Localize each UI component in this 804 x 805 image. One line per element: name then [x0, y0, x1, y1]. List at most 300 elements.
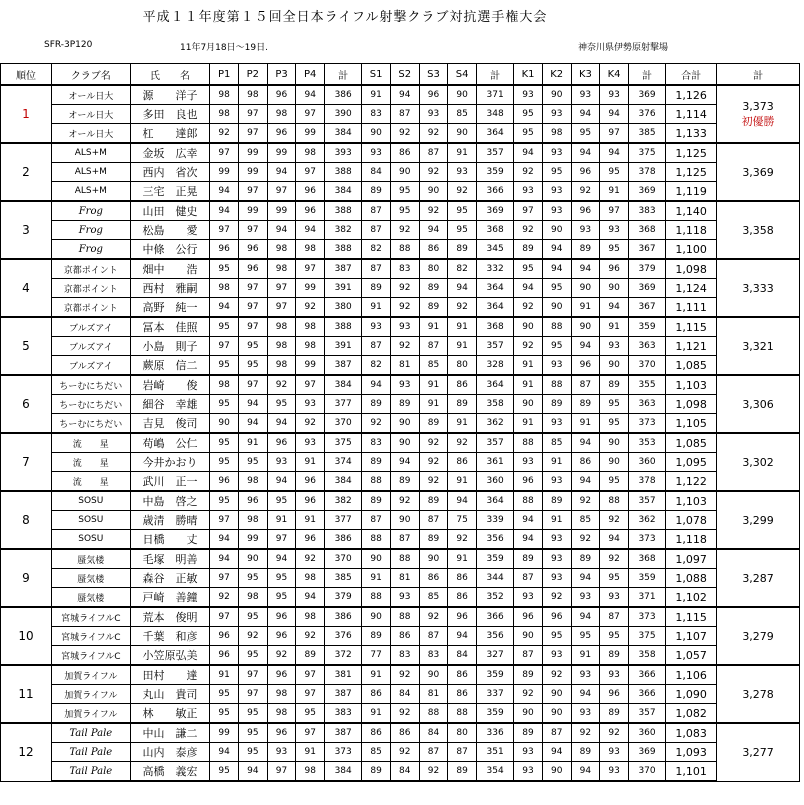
score-cell: 364 [477, 124, 514, 144]
score-cell: 93 [542, 549, 571, 569]
score-cell: 93 [514, 588, 543, 608]
shooter-name-cell: 丸山 貴司 [130, 685, 210, 704]
score-cell: 93 [362, 143, 391, 163]
score-cell: 378 [628, 163, 665, 182]
score-cell: 357 [477, 143, 514, 163]
score-cell: 91 [296, 453, 325, 472]
score-cell: 92 [448, 530, 477, 550]
score-cell: 1,125 [666, 163, 717, 182]
table-row [1, 472, 800, 492]
score-cell: 90 [419, 182, 448, 202]
score-cell: 1,140 [666, 201, 717, 221]
score-cell: 361 [477, 453, 514, 472]
club-name-cell: 宮城ライフルC [52, 646, 131, 666]
score-cell: 92 [419, 163, 448, 182]
score-cell: 96 [296, 491, 325, 511]
score-cell: 354 [477, 762, 514, 782]
rank-cell: 10 [1, 607, 52, 665]
score-cell: 328 [477, 356, 514, 376]
score-cell: 93 [600, 665, 629, 685]
score-cell: 357 [477, 337, 514, 356]
score-cell: 356 [477, 627, 514, 646]
score-cell: 1,103 [666, 375, 717, 395]
score-cell: 94 [210, 530, 239, 550]
score-cell: 359 [477, 665, 514, 685]
table-row [1, 105, 800, 124]
score-cell: 95 [239, 723, 268, 743]
shooter-name-cell: 松島 愛 [130, 221, 210, 240]
score-cell: 98 [296, 337, 325, 356]
score-cell: 96 [600, 259, 629, 279]
score-cell: 383 [325, 704, 362, 724]
score-cell: 85 [571, 511, 600, 530]
score-cell: 386 [325, 85, 362, 105]
score-cell: 95 [571, 627, 600, 646]
score-cell: 94 [296, 588, 325, 608]
score-cell: 383 [628, 201, 665, 221]
score-cell: 95 [210, 317, 239, 337]
table-row [1, 201, 800, 221]
score-cell: 90 [362, 124, 391, 144]
column-header: K4 [600, 64, 629, 86]
score-cell: 92 [514, 337, 543, 356]
score-cell: 96 [571, 163, 600, 182]
score-cell: 91 [448, 337, 477, 356]
score-cell: 362 [628, 511, 665, 530]
table-row [1, 491, 800, 511]
score-cell: 99 [239, 201, 268, 221]
score-cell: 96 [267, 85, 296, 105]
column-header: 合計 [666, 64, 717, 86]
score-cell: 99 [239, 163, 268, 182]
club-name-cell: ALS+M [52, 163, 131, 182]
score-cell: 90 [542, 221, 571, 240]
score-cell: 1,088 [666, 569, 717, 588]
score-cell: 91 [362, 569, 391, 588]
score-cell: 91 [448, 472, 477, 492]
team-total: 3,373 [742, 99, 774, 113]
score-cell: 382 [325, 491, 362, 511]
score-cell: 93 [542, 569, 571, 588]
score-cell: 390 [325, 105, 362, 124]
score-cell: 377 [325, 511, 362, 530]
club-name-cell: 宮城ライフルC [52, 607, 131, 627]
shooter-name-cell: 中條 公行 [130, 240, 210, 260]
shooter-name-cell: 畑中 浩 [130, 259, 210, 279]
club-name-cell: SOSU [52, 511, 131, 530]
score-cell: 95 [267, 588, 296, 608]
event-code: SFR-3P120 [44, 40, 93, 50]
score-cell: 90 [362, 549, 391, 569]
score-cell: 337 [477, 685, 514, 704]
team-total-cell [717, 259, 800, 317]
team-total: 3,278 [742, 687, 774, 701]
score-cell: 95 [542, 337, 571, 356]
score-cell: 99 [239, 143, 268, 163]
score-cell: 1,126 [666, 85, 717, 105]
table-row [1, 704, 800, 724]
score-cell: 85 [362, 743, 391, 762]
score-cell: 1,118 [666, 221, 717, 240]
team-total: 3,321 [742, 339, 774, 353]
score-cell: 97 [296, 105, 325, 124]
score-cell: 388 [325, 201, 362, 221]
score-cell: 94 [571, 762, 600, 782]
score-cell: 93 [542, 105, 571, 124]
score-cell: 94 [390, 85, 419, 105]
shooter-name-cell: 金坂 広幸 [130, 143, 210, 163]
score-cell: 96 [239, 240, 268, 260]
score-cell: 98 [267, 685, 296, 704]
score-cell: 94 [210, 298, 239, 318]
score-cell: 90 [571, 317, 600, 337]
score-cell: 95 [296, 704, 325, 724]
score-cell: 1,125 [666, 143, 717, 163]
score-cell: 97 [239, 182, 268, 202]
score-cell: 92 [296, 414, 325, 434]
score-cell: 94 [600, 298, 629, 318]
score-cell: 339 [477, 511, 514, 530]
score-cell: 95 [571, 124, 600, 144]
club-name-cell: Frog [52, 221, 131, 240]
score-cell: 1,100 [666, 240, 717, 260]
score-cell: 92 [419, 472, 448, 492]
team-total-cell [717, 375, 800, 433]
score-cell: 367 [628, 240, 665, 260]
score-cell: 88 [419, 704, 448, 724]
score-cell: 86 [362, 685, 391, 704]
score-cell: 95 [210, 704, 239, 724]
score-cell: 89 [362, 453, 391, 472]
score-cell: 1,106 [666, 665, 717, 685]
score-cell: 98 [267, 240, 296, 260]
score-cell: 364 [477, 279, 514, 298]
table-row [1, 182, 800, 202]
score-cell: 92 [390, 491, 419, 511]
score-cell: 1,115 [666, 607, 717, 627]
score-cell: 98 [267, 317, 296, 337]
score-cell: 86 [448, 569, 477, 588]
rank-cell: 2 [1, 143, 52, 201]
score-cell: 98 [296, 317, 325, 337]
results-table [0, 63, 800, 782]
shooter-name-cell: 細谷 幸雄 [130, 395, 210, 414]
club-name-cell: 加賀ライフル [52, 704, 131, 724]
score-cell: 98 [210, 375, 239, 395]
shooter-name-cell: 日橋 丈 [130, 530, 210, 550]
score-cell: 384 [325, 375, 362, 395]
score-cell: 95 [600, 569, 629, 588]
score-cell: 92 [419, 433, 448, 453]
team-total-cell [717, 665, 800, 723]
score-cell: 94 [571, 472, 600, 492]
score-cell: 86 [448, 453, 477, 472]
score-cell: 93 [542, 646, 571, 666]
shooter-name-cell: 今井かおり [130, 453, 210, 472]
score-cell: 94 [296, 85, 325, 105]
score-cell: 1,082 [666, 704, 717, 724]
table-row [1, 511, 800, 530]
shooter-name-cell: 西内 省次 [130, 163, 210, 182]
score-cell: 93 [296, 433, 325, 453]
score-cell: 93 [542, 143, 571, 163]
score-cell: 91 [448, 414, 477, 434]
score-cell: 90 [390, 511, 419, 530]
score-cell: 87 [600, 607, 629, 627]
score-cell: 89 [514, 549, 543, 569]
score-cell: 95 [239, 704, 268, 724]
score-cell: 1,122 [666, 472, 717, 492]
score-cell: 371 [628, 588, 665, 608]
score-cell: 88 [362, 588, 391, 608]
score-cell: 87 [362, 201, 391, 221]
score-cell: 86 [448, 588, 477, 608]
score-cell: 98 [267, 337, 296, 356]
table-row [1, 588, 800, 608]
score-cell: 95 [600, 163, 629, 182]
score-cell: 378 [628, 472, 665, 492]
score-cell: 332 [477, 259, 514, 279]
score-cell: 92 [448, 433, 477, 453]
club-name-cell: ちーむにちだい [52, 395, 131, 414]
score-cell: 90 [362, 607, 391, 627]
score-cell: 99 [210, 723, 239, 743]
score-cell: 97 [210, 221, 239, 240]
score-cell: 86 [448, 375, 477, 395]
club-name-cell: 流 星 [52, 453, 131, 472]
score-cell: 96 [419, 85, 448, 105]
score-cell: 91 [571, 298, 600, 318]
club-name-cell: ALS+M [52, 182, 131, 202]
score-cell: 89 [514, 665, 543, 685]
score-cell: 384 [325, 182, 362, 202]
score-cell: 88 [390, 549, 419, 569]
shooter-name-cell: 三宅 正晃 [130, 182, 210, 202]
score-cell: 95 [542, 627, 571, 646]
score-cell: 92 [210, 588, 239, 608]
team-total-cell [717, 201, 800, 259]
score-cell: 95 [514, 105, 543, 124]
score-cell: 93 [390, 375, 419, 395]
team-total-cell [717, 317, 800, 375]
winner-note: 初優勝 [741, 114, 775, 128]
score-cell: 348 [477, 105, 514, 124]
score-cell: 91 [419, 317, 448, 337]
score-cell: 96 [514, 607, 543, 627]
club-name-cell: オール日大 [52, 124, 131, 144]
score-cell: 93 [600, 762, 629, 782]
score-cell: 87 [419, 511, 448, 530]
shooter-name-cell: 田村 達 [130, 665, 210, 685]
score-cell: 94 [571, 337, 600, 356]
score-cell: 370 [628, 356, 665, 376]
score-cell: 1,115 [666, 317, 717, 337]
score-cell: 99 [267, 201, 296, 221]
score-cell: 88 [390, 240, 419, 260]
score-cell: 95 [239, 743, 268, 762]
score-cell: 86 [390, 723, 419, 743]
score-cell: 92 [542, 665, 571, 685]
score-cell: 88 [514, 491, 543, 511]
score-cell: 89 [571, 549, 600, 569]
score-cell: 89 [419, 298, 448, 318]
score-cell: 97 [296, 685, 325, 704]
shooter-name-cell: 武川 正一 [130, 472, 210, 492]
shooter-name-cell: 中山 謙二 [130, 723, 210, 743]
score-cell: 388 [325, 163, 362, 182]
rank-cell: 3 [1, 201, 52, 259]
table-row [1, 414, 800, 434]
score-cell: 336 [477, 723, 514, 743]
score-cell: 87 [362, 511, 391, 530]
score-cell: 93 [514, 762, 543, 782]
score-cell: 374 [325, 453, 362, 472]
team-total-cell [717, 549, 800, 607]
score-cell: 379 [628, 259, 665, 279]
score-cell: 94 [600, 143, 629, 163]
score-cell: 89 [419, 414, 448, 434]
club-name-cell: Tail Pale [52, 723, 131, 743]
club-name-cell: ブルズアイ [52, 337, 131, 356]
score-cell: 92 [571, 491, 600, 511]
score-cell: 90 [542, 85, 571, 105]
score-cell: 90 [571, 279, 600, 298]
score-cell: 353 [628, 433, 665, 453]
score-cell: 94 [390, 453, 419, 472]
score-cell: 93 [571, 665, 600, 685]
score-cell: 94 [514, 530, 543, 550]
score-cell: 94 [571, 259, 600, 279]
score-cell: 363 [628, 337, 665, 356]
score-cell: 91 [600, 317, 629, 337]
column-header: S1 [362, 64, 391, 86]
score-cell: 87 [419, 337, 448, 356]
table-row [1, 549, 800, 569]
score-cell: 95 [267, 395, 296, 414]
column-header: P4 [296, 64, 325, 86]
score-cell: 371 [477, 85, 514, 105]
score-cell: 92 [210, 124, 239, 144]
score-cell: 362 [477, 414, 514, 434]
score-cell: 85 [542, 433, 571, 453]
team-total-cell [717, 85, 800, 143]
score-cell: 94 [267, 549, 296, 569]
score-cell: 1,057 [666, 646, 717, 666]
score-cell: 93 [448, 163, 477, 182]
score-cell: 384 [325, 124, 362, 144]
score-cell: 369 [628, 85, 665, 105]
score-cell: 94 [210, 182, 239, 202]
score-cell: 96 [296, 182, 325, 202]
score-cell: 99 [296, 356, 325, 376]
score-cell: 1,102 [666, 588, 717, 608]
score-cell: 93 [600, 743, 629, 762]
score-cell: 391 [325, 337, 362, 356]
score-cell: 94 [514, 143, 543, 163]
score-cell: 94 [267, 163, 296, 182]
score-cell: 84 [362, 163, 391, 182]
score-cell: 96 [210, 627, 239, 646]
score-cell: 90 [390, 163, 419, 182]
score-cell: 88 [390, 607, 419, 627]
score-cell: 90 [600, 356, 629, 376]
shooter-name-cell: 多田 良也 [130, 105, 210, 124]
score-cell: 94 [542, 240, 571, 260]
score-cell: 93 [296, 395, 325, 414]
score-cell: 89 [600, 704, 629, 724]
score-cell: 388 [325, 317, 362, 337]
score-cell: 87 [362, 221, 391, 240]
score-cell: 97 [267, 279, 296, 298]
score-cell: 91 [419, 375, 448, 395]
score-cell: 89 [448, 395, 477, 414]
score-cell: 93 [600, 588, 629, 608]
score-cell: 95 [267, 491, 296, 511]
score-cell: 89 [362, 279, 391, 298]
score-cell: 90 [239, 549, 268, 569]
score-cell: 94 [448, 627, 477, 646]
score-cell: 87 [419, 743, 448, 762]
score-cell: 89 [362, 395, 391, 414]
score-cell: 95 [239, 607, 268, 627]
score-cell: 1,078 [666, 511, 717, 530]
score-cell: 87 [419, 627, 448, 646]
score-cell: 88 [514, 433, 543, 453]
club-name-cell: オール日大 [52, 105, 131, 124]
column-header: P2 [239, 64, 268, 86]
score-cell: 359 [628, 317, 665, 337]
score-cell: 92 [390, 221, 419, 240]
score-cell: 89 [571, 240, 600, 260]
table-row [1, 356, 800, 376]
score-cell: 97 [239, 298, 268, 318]
score-cell: 92 [514, 221, 543, 240]
score-cell: 98 [542, 124, 571, 144]
score-cell: 345 [477, 240, 514, 260]
score-cell: 85 [419, 356, 448, 376]
score-cell: 80 [448, 723, 477, 743]
score-cell: 92 [390, 704, 419, 724]
score-cell: 93 [514, 743, 543, 762]
score-cell: 94 [210, 201, 239, 221]
column-header: K3 [571, 64, 600, 86]
score-cell: 92 [600, 549, 629, 569]
score-cell: 98 [296, 762, 325, 782]
score-cell: 75 [448, 511, 477, 530]
score-cell: 87 [571, 375, 600, 395]
score-cell: 92 [267, 646, 296, 666]
score-cell: 364 [477, 298, 514, 318]
team-total: 3,299 [742, 513, 774, 527]
score-cell: 380 [325, 298, 362, 318]
score-cell: 387 [325, 723, 362, 743]
shooter-name-cell: 蕨原 信二 [130, 356, 210, 376]
score-cell: 87 [514, 569, 543, 588]
score-cell: 96 [600, 685, 629, 704]
score-cell: 96 [267, 124, 296, 144]
score-cell: 364 [477, 491, 514, 511]
table-row [1, 607, 800, 627]
column-header: S4 [448, 64, 477, 86]
score-cell: 376 [325, 627, 362, 646]
table-row [1, 685, 800, 704]
score-cell: 1,121 [666, 337, 717, 356]
score-cell: 97 [296, 163, 325, 182]
score-cell: 91 [514, 414, 543, 434]
score-cell: 94 [571, 685, 600, 704]
shooter-name-cell: 源 洋子 [130, 85, 210, 105]
score-cell: 95 [267, 569, 296, 588]
